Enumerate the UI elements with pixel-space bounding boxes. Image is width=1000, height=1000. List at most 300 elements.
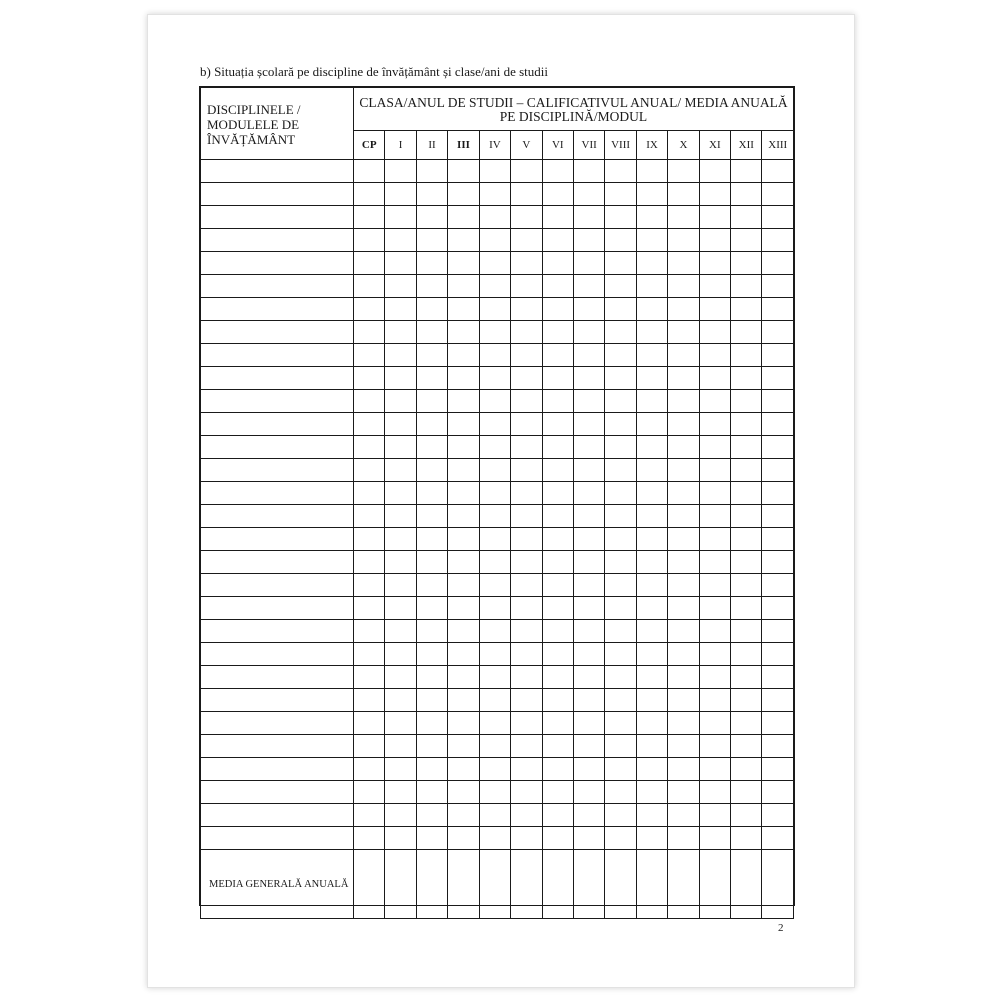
- grade-cell[interactable]: [448, 160, 479, 183]
- grade-cell[interactable]: [354, 321, 385, 344]
- annual-average-cell[interactable]: [416, 850, 447, 919]
- grade-cell[interactable]: [416, 229, 447, 252]
- grade-cell[interactable]: [511, 413, 542, 436]
- grade-cell[interactable]: [354, 827, 385, 850]
- grade-cell[interactable]: [573, 574, 604, 597]
- grade-cell[interactable]: [542, 620, 573, 643]
- grade-cell[interactable]: [668, 620, 699, 643]
- grade-cell[interactable]: [479, 666, 510, 689]
- grade-cell[interactable]: [542, 275, 573, 298]
- grade-cell[interactable]: [479, 183, 510, 206]
- grade-cell[interactable]: [762, 413, 794, 436]
- grade-cell[interactable]: [636, 712, 667, 735]
- grade-cell[interactable]: [636, 666, 667, 689]
- grade-cell[interactable]: [385, 827, 416, 850]
- discipline-cell[interactable]: [201, 298, 354, 321]
- grade-cell[interactable]: [605, 758, 636, 781]
- annual-average-cell[interactable]: [731, 850, 762, 919]
- grade-cell[interactable]: [762, 275, 794, 298]
- grade-cell[interactable]: [762, 643, 794, 666]
- grade-cell[interactable]: [699, 482, 730, 505]
- grade-cell[interactable]: [605, 160, 636, 183]
- grade-cell[interactable]: [573, 712, 604, 735]
- grade-cell[interactable]: [448, 735, 479, 758]
- grade-cell[interactable]: [354, 390, 385, 413]
- grade-cell[interactable]: [699, 390, 730, 413]
- grade-cell[interactable]: [448, 689, 479, 712]
- grade-cell[interactable]: [762, 666, 794, 689]
- grade-cell[interactable]: [448, 505, 479, 528]
- grade-cell[interactable]: [731, 666, 762, 689]
- grade-cell[interactable]: [699, 712, 730, 735]
- grade-cell[interactable]: [762, 344, 794, 367]
- grade-cell[interactable]: [385, 758, 416, 781]
- grade-cell[interactable]: [448, 367, 479, 390]
- grade-cell[interactable]: [354, 183, 385, 206]
- grade-cell[interactable]: [542, 827, 573, 850]
- grade-cell[interactable]: [416, 206, 447, 229]
- grade-cell[interactable]: [699, 160, 730, 183]
- grade-cell[interactable]: [762, 597, 794, 620]
- grade-cell[interactable]: [636, 551, 667, 574]
- grade-cell[interactable]: [605, 781, 636, 804]
- grade-cell[interactable]: [605, 643, 636, 666]
- grade-cell[interactable]: [479, 413, 510, 436]
- grade-cell[interactable]: [573, 666, 604, 689]
- grade-cell[interactable]: [636, 229, 667, 252]
- grade-cell[interactable]: [354, 643, 385, 666]
- grade-cell[interactable]: [448, 827, 479, 850]
- grade-cell[interactable]: [699, 804, 730, 827]
- grade-cell[interactable]: [511, 459, 542, 482]
- grade-cell[interactable]: [668, 735, 699, 758]
- grade-cell[interactable]: [542, 804, 573, 827]
- grade-cell[interactable]: [448, 804, 479, 827]
- grade-cell[interactable]: [699, 758, 730, 781]
- grade-cell[interactable]: [668, 597, 699, 620]
- discipline-cell[interactable]: [201, 666, 354, 689]
- grade-cell[interactable]: [511, 298, 542, 321]
- grade-cell[interactable]: [762, 298, 794, 321]
- grade-cell[interactable]: [448, 482, 479, 505]
- grade-cell[interactable]: [448, 643, 479, 666]
- grade-cell[interactable]: [762, 574, 794, 597]
- grade-cell[interactable]: [699, 413, 730, 436]
- grade-cell[interactable]: [385, 551, 416, 574]
- grade-cell[interactable]: [762, 206, 794, 229]
- grade-cell[interactable]: [511, 505, 542, 528]
- grade-cell[interactable]: [385, 160, 416, 183]
- grade-cell[interactable]: [762, 551, 794, 574]
- grade-cell[interactable]: [731, 390, 762, 413]
- grade-cell[interactable]: [416, 390, 447, 413]
- grade-cell[interactable]: [542, 482, 573, 505]
- grade-cell[interactable]: [354, 758, 385, 781]
- grade-cell[interactable]: [605, 229, 636, 252]
- discipline-cell[interactable]: [201, 781, 354, 804]
- grade-cell[interactable]: [762, 482, 794, 505]
- discipline-cell[interactable]: [201, 344, 354, 367]
- discipline-cell[interactable]: [201, 804, 354, 827]
- grade-cell[interactable]: [385, 390, 416, 413]
- grade-cell[interactable]: [448, 275, 479, 298]
- grade-cell[interactable]: [479, 298, 510, 321]
- grade-cell[interactable]: [448, 781, 479, 804]
- grade-cell[interactable]: [416, 574, 447, 597]
- grade-cell[interactable]: [416, 666, 447, 689]
- grade-cell[interactable]: [573, 505, 604, 528]
- grade-cell[interactable]: [573, 482, 604, 505]
- grade-cell[interactable]: [354, 574, 385, 597]
- grade-cell[interactable]: [668, 712, 699, 735]
- grade-cell[interactable]: [699, 620, 730, 643]
- annual-average-cell[interactable]: [668, 850, 699, 919]
- annual-average-cell[interactable]: [699, 850, 730, 919]
- grade-cell[interactable]: [385, 712, 416, 735]
- grade-cell[interactable]: [542, 597, 573, 620]
- grade-cell[interactable]: [448, 758, 479, 781]
- grade-cell[interactable]: [731, 758, 762, 781]
- grade-cell[interactable]: [479, 252, 510, 275]
- grade-cell[interactable]: [479, 689, 510, 712]
- annual-average-cell[interactable]: [605, 850, 636, 919]
- grade-cell[interactable]: [354, 160, 385, 183]
- grade-cell[interactable]: [699, 183, 730, 206]
- annual-average-cell[interactable]: [542, 850, 573, 919]
- grade-cell[interactable]: [731, 367, 762, 390]
- grade-cell[interactable]: [354, 620, 385, 643]
- grade-cell[interactable]: [699, 367, 730, 390]
- grade-cell[interactable]: [605, 620, 636, 643]
- grade-cell[interactable]: [511, 160, 542, 183]
- grade-cell[interactable]: [416, 712, 447, 735]
- grade-cell[interactable]: [731, 229, 762, 252]
- grade-cell[interactable]: [605, 298, 636, 321]
- discipline-cell[interactable]: [201, 620, 354, 643]
- grade-cell[interactable]: [542, 735, 573, 758]
- grade-cell[interactable]: [605, 482, 636, 505]
- grade-cell[interactable]: [542, 206, 573, 229]
- grade-cell[interactable]: [416, 735, 447, 758]
- grade-cell[interactable]: [416, 482, 447, 505]
- grade-cell[interactable]: [511, 712, 542, 735]
- grade-cell[interactable]: [605, 206, 636, 229]
- grade-cell[interactable]: [668, 206, 699, 229]
- grade-cell[interactable]: [542, 712, 573, 735]
- grade-cell[interactable]: [636, 390, 667, 413]
- grade-cell[interactable]: [762, 712, 794, 735]
- grade-cell[interactable]: [668, 827, 699, 850]
- grade-cell[interactable]: [731, 735, 762, 758]
- grade-cell[interactable]: [542, 229, 573, 252]
- grade-cell[interactable]: [573, 758, 604, 781]
- grade-cell[interactable]: [668, 367, 699, 390]
- grade-cell[interactable]: [385, 505, 416, 528]
- grade-cell[interactable]: [573, 735, 604, 758]
- grade-cell[interactable]: [354, 275, 385, 298]
- discipline-cell[interactable]: [201, 551, 354, 574]
- grade-cell[interactable]: [385, 275, 416, 298]
- grade-cell[interactable]: [668, 390, 699, 413]
- annual-average-cell[interactable]: [762, 850, 794, 919]
- grade-cell[interactable]: [542, 344, 573, 367]
- grade-cell[interactable]: [479, 390, 510, 413]
- grade-cell[interactable]: [479, 344, 510, 367]
- grade-cell[interactable]: [573, 436, 604, 459]
- grade-cell[interactable]: [636, 597, 667, 620]
- grade-cell[interactable]: [448, 459, 479, 482]
- annual-average-cell[interactable]: [354, 850, 385, 919]
- grade-cell[interactable]: [511, 551, 542, 574]
- grade-cell[interactable]: [605, 827, 636, 850]
- grade-cell[interactable]: [416, 551, 447, 574]
- grade-cell[interactable]: [416, 367, 447, 390]
- grade-cell[interactable]: [762, 436, 794, 459]
- grade-cell[interactable]: [416, 620, 447, 643]
- grade-cell[interactable]: [731, 344, 762, 367]
- grade-cell[interactable]: [699, 551, 730, 574]
- grade-cell[interactable]: [699, 252, 730, 275]
- grade-cell[interactable]: [479, 643, 510, 666]
- grade-cell[interactable]: [416, 758, 447, 781]
- grade-cell[interactable]: [731, 160, 762, 183]
- grade-cell[interactable]: [448, 574, 479, 597]
- grade-cell[interactable]: [699, 298, 730, 321]
- annual-average-cell[interactable]: [636, 850, 667, 919]
- grade-cell[interactable]: [605, 551, 636, 574]
- grade-cell[interactable]: [762, 827, 794, 850]
- grade-cell[interactable]: [731, 252, 762, 275]
- grade-cell[interactable]: [385, 252, 416, 275]
- grade-cell[interactable]: [605, 413, 636, 436]
- grade-cell[interactable]: [636, 574, 667, 597]
- grade-cell[interactable]: [731, 505, 762, 528]
- grade-cell[interactable]: [636, 689, 667, 712]
- grade-cell[interactable]: [668, 160, 699, 183]
- grade-cell[interactable]: [605, 735, 636, 758]
- grade-cell[interactable]: [731, 413, 762, 436]
- discipline-cell[interactable]: [201, 160, 354, 183]
- grade-cell[interactable]: [636, 160, 667, 183]
- grade-cell[interactable]: [479, 206, 510, 229]
- grade-cell[interactable]: [479, 758, 510, 781]
- grade-cell[interactable]: [385, 574, 416, 597]
- grade-cell[interactable]: [573, 459, 604, 482]
- grade-cell[interactable]: [354, 689, 385, 712]
- grade-cell[interactable]: [668, 758, 699, 781]
- grade-cell[interactable]: [542, 160, 573, 183]
- grade-cell[interactable]: [542, 781, 573, 804]
- grade-cell[interactable]: [731, 482, 762, 505]
- grade-cell[interactable]: [385, 597, 416, 620]
- grade-cell[interactable]: [573, 183, 604, 206]
- grade-cell[interactable]: [511, 689, 542, 712]
- annual-average-cell[interactable]: [511, 850, 542, 919]
- grade-cell[interactable]: [479, 620, 510, 643]
- grade-cell[interactable]: [385, 321, 416, 344]
- grade-cell[interactable]: [573, 643, 604, 666]
- grade-cell[interactable]: [354, 252, 385, 275]
- grade-cell[interactable]: [668, 528, 699, 551]
- grade-cell[interactable]: [731, 804, 762, 827]
- grade-cell[interactable]: [573, 689, 604, 712]
- grade-cell[interactable]: [573, 206, 604, 229]
- grade-cell[interactable]: [762, 367, 794, 390]
- grade-cell[interactable]: [605, 436, 636, 459]
- grade-cell[interactable]: [479, 735, 510, 758]
- grade-cell[interactable]: [699, 229, 730, 252]
- grade-cell[interactable]: [699, 827, 730, 850]
- grade-cell[interactable]: [636, 735, 667, 758]
- grade-cell[interactable]: [385, 436, 416, 459]
- grade-cell[interactable]: [542, 689, 573, 712]
- discipline-cell[interactable]: [201, 528, 354, 551]
- grade-cell[interactable]: [354, 206, 385, 229]
- grade-cell[interactable]: [542, 390, 573, 413]
- grade-cell[interactable]: [448, 390, 479, 413]
- grade-cell[interactable]: [511, 666, 542, 689]
- grade-cell[interactable]: [573, 528, 604, 551]
- grade-cell[interactable]: [448, 344, 479, 367]
- grade-cell[interactable]: [542, 643, 573, 666]
- grade-cell[interactable]: [385, 620, 416, 643]
- discipline-cell[interactable]: [201, 390, 354, 413]
- discipline-cell[interactable]: [201, 321, 354, 344]
- grade-cell[interactable]: [479, 436, 510, 459]
- grade-cell[interactable]: [731, 206, 762, 229]
- grade-cell[interactable]: [699, 689, 730, 712]
- grade-cell[interactable]: [542, 252, 573, 275]
- grade-cell[interactable]: [668, 574, 699, 597]
- grade-cell[interactable]: [511, 758, 542, 781]
- annual-average-cell[interactable]: [448, 850, 479, 919]
- grade-cell[interactable]: [385, 367, 416, 390]
- grade-cell[interactable]: [636, 344, 667, 367]
- grade-cell[interactable]: [573, 827, 604, 850]
- discipline-cell[interactable]: [201, 827, 354, 850]
- grade-cell[interactable]: [448, 229, 479, 252]
- discipline-cell[interactable]: [201, 413, 354, 436]
- grade-cell[interactable]: [699, 344, 730, 367]
- grade-cell[interactable]: [511, 390, 542, 413]
- grade-cell[interactable]: [385, 459, 416, 482]
- grade-cell[interactable]: [542, 666, 573, 689]
- grade-cell[interactable]: [762, 528, 794, 551]
- grade-cell[interactable]: [511, 275, 542, 298]
- grade-cell[interactable]: [636, 252, 667, 275]
- grade-cell[interactable]: [731, 827, 762, 850]
- grade-cell[interactable]: [416, 160, 447, 183]
- grade-cell[interactable]: [668, 643, 699, 666]
- grade-cell[interactable]: [479, 597, 510, 620]
- grade-cell[interactable]: [731, 551, 762, 574]
- grade-cell[interactable]: [416, 689, 447, 712]
- grade-cell[interactable]: [605, 505, 636, 528]
- grade-cell[interactable]: [511, 367, 542, 390]
- grade-cell[interactable]: [762, 781, 794, 804]
- annual-average-cell[interactable]: [479, 850, 510, 919]
- discipline-cell[interactable]: [201, 459, 354, 482]
- grade-cell[interactable]: [605, 183, 636, 206]
- grade-cell[interactable]: [636, 804, 667, 827]
- grade-cell[interactable]: [479, 482, 510, 505]
- grade-cell[interactable]: [636, 436, 667, 459]
- grade-cell[interactable]: [605, 344, 636, 367]
- grade-cell[interactable]: [668, 413, 699, 436]
- grade-cell[interactable]: [385, 413, 416, 436]
- grade-cell[interactable]: [511, 804, 542, 827]
- grade-cell[interactable]: [385, 183, 416, 206]
- grade-cell[interactable]: [416, 459, 447, 482]
- grade-cell[interactable]: [731, 321, 762, 344]
- grade-cell[interactable]: [448, 620, 479, 643]
- grade-cell[interactable]: [354, 436, 385, 459]
- grade-cell[interactable]: [699, 666, 730, 689]
- grade-cell[interactable]: [636, 781, 667, 804]
- grade-cell[interactable]: [668, 666, 699, 689]
- grade-cell[interactable]: [385, 735, 416, 758]
- grade-cell[interactable]: [511, 344, 542, 367]
- grade-cell[interactable]: [731, 436, 762, 459]
- grade-cell[interactable]: [636, 321, 667, 344]
- grade-cell[interactable]: [416, 505, 447, 528]
- grade-cell[interactable]: [354, 344, 385, 367]
- grade-cell[interactable]: [448, 206, 479, 229]
- grade-cell[interactable]: [762, 804, 794, 827]
- grade-cell[interactable]: [511, 735, 542, 758]
- grade-cell[interactable]: [668, 298, 699, 321]
- grade-cell[interactable]: [479, 275, 510, 298]
- grade-cell[interactable]: [762, 459, 794, 482]
- grade-cell[interactable]: [762, 689, 794, 712]
- grade-cell[interactable]: [636, 620, 667, 643]
- grade-cell[interactable]: [354, 505, 385, 528]
- grade-cell[interactable]: [385, 643, 416, 666]
- grade-cell[interactable]: [573, 321, 604, 344]
- grade-cell[interactable]: [573, 781, 604, 804]
- grade-cell[interactable]: [668, 482, 699, 505]
- grade-cell[interactable]: [573, 229, 604, 252]
- grade-cell[interactable]: [385, 344, 416, 367]
- grade-cell[interactable]: [731, 275, 762, 298]
- grade-cell[interactable]: [573, 344, 604, 367]
- grade-cell[interactable]: [511, 781, 542, 804]
- grade-cell[interactable]: [385, 482, 416, 505]
- grade-cell[interactable]: [448, 298, 479, 321]
- grade-cell[interactable]: [416, 528, 447, 551]
- grade-cell[interactable]: [511, 482, 542, 505]
- grade-cell[interactable]: [354, 804, 385, 827]
- grade-cell[interactable]: [479, 160, 510, 183]
- grade-cell[interactable]: [731, 620, 762, 643]
- grade-cell[interactable]: [699, 275, 730, 298]
- grade-cell[interactable]: [416, 183, 447, 206]
- grade-cell[interactable]: [636, 827, 667, 850]
- grade-cell[interactable]: [668, 459, 699, 482]
- grade-cell[interactable]: [511, 574, 542, 597]
- grade-cell[interactable]: [573, 390, 604, 413]
- grade-cell[interactable]: [416, 275, 447, 298]
- grade-cell[interactable]: [479, 781, 510, 804]
- grade-cell[interactable]: [511, 252, 542, 275]
- discipline-cell[interactable]: [201, 482, 354, 505]
- grade-cell[interactable]: [636, 183, 667, 206]
- grade-cell[interactable]: [699, 436, 730, 459]
- annual-average-cell[interactable]: [385, 850, 416, 919]
- grade-cell[interactable]: [354, 597, 385, 620]
- grade-cell[interactable]: [448, 413, 479, 436]
- discipline-cell[interactable]: [201, 574, 354, 597]
